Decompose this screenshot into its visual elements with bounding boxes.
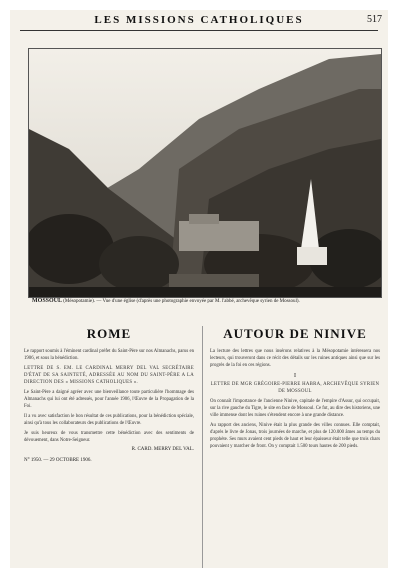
landscape-photo: [29, 49, 381, 297]
section-numeral: I: [294, 373, 296, 379]
right-column: [210, 326, 380, 453]
left-paragraph: Il a vu avec satisfaction le bon résultat de ces publications, pour la bénédiction spéciale, ainsi qu'à tous les collaborateurs des publications de l'Œuvre.: [24, 414, 194, 426]
photo-caption: [32, 298, 377, 305]
page: [10, 10, 388, 568]
caption-text: (Mésopotamie). — Vue d'une église (d'après une photographie envoyée par M. l'abbé, archevêque syrien de Mossoul).: [63, 299, 300, 304]
left-paragraph: LETTRE DE S. EM. LE CARDINAL MERRY DEL VAL SECRÉTAIRE D'ÉTAT DE SA SAINTETÉ, ADRESSÉE AU NOM DU SAINT-PÈRE A LA DIRECTION DES « MISSIONS CATHOLIQUES ».: [24, 366, 194, 385]
right-paragraph: Au rapport des anciens, Ninive était la plus grande des villes connues. Elle comptait, d'après le livre de Jonas, trois journées de marche, et plus de 120.000 âmes au temps du prophète. Ses murs avaient cent pieds de haut et leur épaisseur était telle que trois chars pouvaient y marcher de front. On y comptait 1.500 tours hautes de 200 pieds.: [210, 423, 380, 449]
left-paragraph: Je suis heureux de vous transmettre cette bénédiction avec des sentiments de dévouement, dans Notre-Seigneur.: [24, 431, 194, 443]
left-paragraph: Le rapport soumis à l'éminent cardinal préfet du Saint-Père sur nos Almanachs, parus en 1906, et sous la bénédiction.: [24, 349, 194, 361]
header-rule: [20, 30, 378, 31]
left-paragraph: Le Saint-Père a daigné agréer avec une bienveillance toute particulière l'hommage des Almanachs qui lui ont été adressés, pour l'année 1906, l'Œuvre de la Propagation de la Foi.: [24, 390, 194, 409]
caption-place: MOSSOUL: [32, 298, 63, 304]
signature: R. CARD. MERRY DEL VAL.: [131, 447, 194, 452]
page-number: 517: [367, 14, 382, 25]
letter-subhead: LETTRE DE MGR GRÉGOIRE-PIERRE HABRA, ARCHEVÊQUE SYRIEN DE MOSSOUL: [210, 382, 380, 394]
intro-paragraph: La lecture des lettres que nous insérons relatives à la Mésopotamie intéressera nos lecteurs, qui trouveront dans ce récit des détails sur les ruines antiques ainsi que sur les progrès de la foi en ces régions.: [210, 349, 380, 368]
left-column: [24, 326, 194, 463]
issue-footer: N° 1950. — 29 OCTOBRE 1906.: [24, 458, 92, 463]
column-divider: [202, 326, 203, 568]
section-heading-rome: ROME: [86, 326, 132, 341]
photograph: [28, 48, 382, 298]
section-heading-ninive: AUTOUR DE NINIVE: [223, 326, 367, 341]
running-header: [10, 14, 388, 30]
journal-title: LES MISSIONS CATHOLIQUES: [94, 14, 304, 26]
right-paragraph: On connaît l'importance de l'ancienne Ninive, capitale de l'empire d'Assur, qui occupait, sur la rive gauche du Tigre, le site en face de Mossoul. Ce fut, au dire des historiens, une ville immense dont les ruines s'étendent encore à une grande distance.: [210, 399, 380, 418]
